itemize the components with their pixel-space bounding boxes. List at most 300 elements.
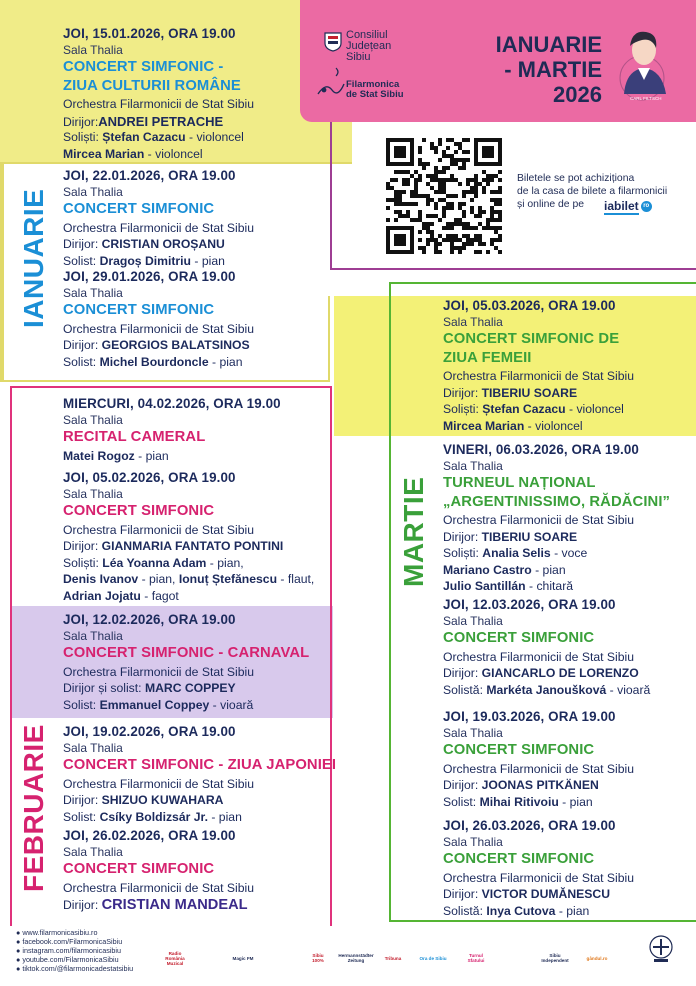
qr-module xyxy=(462,246,466,250)
detail-label: Solist: xyxy=(63,253,100,268)
qr-module xyxy=(454,162,458,166)
qr-module xyxy=(482,178,486,182)
qr-module xyxy=(434,174,438,178)
qr-module xyxy=(438,178,442,182)
qr-module xyxy=(426,230,430,234)
qr-module xyxy=(446,222,450,226)
qr-module xyxy=(410,190,414,194)
qr-module xyxy=(458,222,462,226)
qr-module xyxy=(490,242,494,246)
qr-module xyxy=(410,202,414,206)
iabilet-badge: ro xyxy=(641,201,652,212)
qr-module xyxy=(438,242,442,246)
partner-logo: Magic FM xyxy=(228,950,258,966)
qr-module xyxy=(462,242,466,246)
qr-module xyxy=(430,234,434,238)
qr-module xyxy=(490,174,494,178)
season-title-line: - MARTIE xyxy=(504,57,602,82)
detail-text: - violoncel xyxy=(524,418,583,433)
qr-module xyxy=(434,146,438,150)
qr-module xyxy=(494,202,498,206)
qr-module xyxy=(422,138,426,142)
qr-module xyxy=(482,242,486,246)
detail-label: Solist: xyxy=(443,794,480,809)
qr-module xyxy=(462,166,466,170)
qr-module xyxy=(398,194,402,198)
detail-label: Soliști: xyxy=(443,546,483,560)
detail-text: Orchestra Filarmonicii de Stat Sibiu xyxy=(443,761,635,776)
qr-module xyxy=(406,202,410,206)
qr-module xyxy=(478,234,482,238)
qr-module xyxy=(442,198,446,202)
qr-module xyxy=(430,222,434,226)
partner-logo: Sibiu Independent xyxy=(540,950,570,966)
qr-module xyxy=(486,178,490,182)
qr-module xyxy=(394,198,398,202)
qr-module xyxy=(482,170,486,174)
detail-text: Orchestra Filarmonicii de Stat Sibiu xyxy=(443,649,635,664)
qr-module xyxy=(466,158,470,162)
detail-text: - pian xyxy=(134,448,169,463)
qr-module xyxy=(470,226,474,230)
qr-module xyxy=(442,178,446,182)
qr-module xyxy=(414,178,418,182)
qr-module xyxy=(442,210,446,214)
qr-module xyxy=(434,202,438,206)
qr-module xyxy=(490,226,494,230)
event-detail-line xyxy=(63,777,254,791)
performer-name: Julio Santillán xyxy=(443,579,526,593)
performer-name: SHIZUO KUWAHARA xyxy=(101,793,224,807)
qr-module xyxy=(426,238,430,242)
philharmonic-logo-icon xyxy=(316,62,346,102)
qr-module xyxy=(486,222,490,226)
qr-module xyxy=(474,226,478,230)
qr-module xyxy=(462,158,466,162)
detail-label: Dirijor: xyxy=(443,666,482,680)
qr-module xyxy=(430,142,434,146)
qr-module xyxy=(458,182,462,186)
qr-module xyxy=(414,190,418,194)
qr-module xyxy=(390,186,394,190)
detail-label: Dirijor: xyxy=(63,539,102,553)
qr-module xyxy=(398,198,402,202)
qr-module xyxy=(406,210,410,214)
qr-module xyxy=(446,238,450,242)
qr-module xyxy=(490,214,494,218)
qr-module xyxy=(454,222,458,226)
event-detail-line xyxy=(63,449,169,463)
event-detail-line xyxy=(443,871,634,885)
qr-module xyxy=(450,226,454,230)
qr-module xyxy=(462,202,466,206)
february-frame-line xyxy=(330,386,332,926)
qr-module xyxy=(458,158,462,162)
january-frame-line xyxy=(0,380,330,382)
qr-module xyxy=(478,206,482,210)
qr-module xyxy=(438,170,442,174)
event-detail-line xyxy=(63,114,223,129)
qr-module xyxy=(426,242,430,246)
detail-label: Dirijor: xyxy=(443,385,482,400)
qr-module xyxy=(458,218,462,222)
qr-module xyxy=(466,222,470,226)
performer-name: Léa Yoanna Adam xyxy=(102,555,207,570)
performer-name: Ștefan Cazacu xyxy=(102,130,186,144)
qr-module xyxy=(494,190,498,194)
event-title: CONCERT SIMFONIC - CARNAVAL xyxy=(63,645,310,661)
qr-module xyxy=(394,202,398,206)
qr-module xyxy=(434,178,438,182)
event-title: CONCERT SIMFONIC - xyxy=(63,59,224,75)
event-detail-line xyxy=(63,665,254,679)
event-detail-line xyxy=(63,589,179,603)
qr-module xyxy=(414,202,418,206)
event-venue: Sala Thalia xyxy=(63,286,123,300)
qr-module xyxy=(414,182,418,186)
qr-module xyxy=(386,218,390,222)
qr-module xyxy=(398,202,402,206)
event-venue: Sala Thalia xyxy=(63,413,123,427)
qr-module xyxy=(434,170,438,174)
march-frame-line xyxy=(389,282,696,284)
qr-module xyxy=(434,166,438,170)
event-detail-line xyxy=(63,881,254,895)
detail-label: Solist: xyxy=(63,697,100,712)
event-detail-line xyxy=(63,322,254,336)
qr-module xyxy=(398,210,402,214)
qr-module xyxy=(474,234,478,238)
social-link-tiktok[interactable]: ● tiktok.com/@filarmonicadestatsibiu xyxy=(16,964,134,973)
qr-module xyxy=(418,158,422,162)
qr-module xyxy=(446,234,450,238)
qr-module xyxy=(402,202,406,206)
qr-module xyxy=(450,206,454,210)
qr-module xyxy=(426,226,430,230)
qr-module xyxy=(454,234,458,238)
month-label-february: FEBRUARIE xyxy=(18,724,49,892)
season-title xyxy=(460,32,602,107)
detail-text: Orchestra Filarmonicii de Stat Sibiu xyxy=(443,369,635,383)
qr-module xyxy=(390,198,394,202)
event-date: JOI, 19.02.2026, ORA 19.00 xyxy=(63,724,236,739)
qr-module xyxy=(494,246,498,250)
qr-module xyxy=(454,142,458,146)
qr-module xyxy=(394,178,398,182)
qr-module xyxy=(474,250,478,254)
qr-module xyxy=(418,178,422,182)
qr-module xyxy=(418,238,422,242)
detail-label: Dirijor: xyxy=(63,114,99,129)
qr-module xyxy=(498,186,502,190)
qr-module xyxy=(434,214,438,218)
event-detail-line xyxy=(63,793,223,807)
qr-frame-line xyxy=(330,268,696,270)
event-venue: Sala Thalia xyxy=(63,845,123,859)
social-link-instagram[interactable]: ● instagram.com/filarmonicasibiu xyxy=(16,946,122,955)
qr-module xyxy=(458,238,462,242)
qr-module xyxy=(450,158,454,162)
social-link-website[interactable]: ● www.filarmonicasibiu.ro xyxy=(16,928,98,937)
qr-module xyxy=(462,194,466,198)
qr-module xyxy=(498,202,502,206)
qr-module xyxy=(458,166,462,170)
tickets-info-line: de la casa de bilete a filarmonicii xyxy=(517,186,668,197)
month-label-march: MARTIE xyxy=(398,476,429,587)
qr-module xyxy=(422,222,426,226)
performer-name: Ștefan Cazacu xyxy=(482,402,566,416)
detail-text: - violoncel xyxy=(565,402,624,416)
performer-name: CRISTIAN OROȘANU xyxy=(101,237,225,251)
qr-module xyxy=(450,174,454,178)
qr-module xyxy=(430,174,434,178)
detail-text: - pian xyxy=(207,809,242,824)
qr-module xyxy=(434,238,438,242)
iabilet-link[interactable] xyxy=(604,199,652,213)
qr-module xyxy=(438,182,442,186)
detail-label: Soliști: xyxy=(63,555,103,570)
performer-name: GIANCARLO DE LORENZO xyxy=(481,666,639,680)
qr-module xyxy=(438,218,442,222)
qr-module xyxy=(442,182,446,186)
event-date: JOI, 26.02.2026, ORA 19.00 xyxy=(63,828,236,843)
performer-name: JOONAS PITKÄNEN xyxy=(481,778,599,792)
detail-text: - vioară xyxy=(209,697,254,712)
event-title: ZIUA CULTURII ROMÂNE xyxy=(63,77,241,94)
qr-module xyxy=(486,174,490,178)
qr-module xyxy=(402,178,406,182)
detail-label: Dirijor: xyxy=(63,898,102,912)
detail-text: - violoncel xyxy=(185,130,244,144)
qr-module xyxy=(430,238,434,242)
qr-module xyxy=(474,194,478,198)
qr-module xyxy=(454,150,458,154)
detail-text: Orchestra Filarmonicii de Stat Sibiu xyxy=(63,776,255,791)
qr-module xyxy=(466,242,470,246)
qr-module xyxy=(470,198,474,202)
qr-module xyxy=(422,250,426,254)
qr-module xyxy=(414,218,418,222)
february-frame-line xyxy=(10,386,12,926)
qr-module xyxy=(462,210,466,214)
event-date: MIERCURI, 04.02.2026, ORA 19.00 xyxy=(63,396,281,411)
performer-name: CRISTIAN MANDEAL xyxy=(101,897,248,913)
performer-name: GIANMARIA FANTATO PONTINI xyxy=(101,539,284,553)
detail-text: - pian xyxy=(558,794,593,809)
council-name: Consiliul Județean Sibiu xyxy=(346,29,392,63)
qr-module xyxy=(442,154,446,158)
qr-module xyxy=(454,246,458,250)
qr-module xyxy=(398,170,402,174)
qr-module xyxy=(454,178,458,182)
social-link-facebook[interactable]: ● facebook.com/FilarmonicaSibiu xyxy=(16,937,123,946)
tickets-info-line: și online de pe xyxy=(517,199,585,210)
qr-module xyxy=(434,206,438,210)
event-title: CONCERT SIMFONIC xyxy=(443,851,595,867)
qr-module xyxy=(418,246,422,250)
event-date: JOI, 22.01.2026, ORA 19.00 xyxy=(63,168,236,183)
qr-module xyxy=(478,222,482,226)
qr-module xyxy=(470,238,474,242)
partner-logo: gândul.ro xyxy=(582,950,612,966)
qr-module xyxy=(470,178,474,182)
qr-module xyxy=(406,182,410,186)
event-venue: Sala Thalia xyxy=(443,459,503,473)
detail-label: Solistă: xyxy=(443,682,487,697)
event-venue: Sala Thalia xyxy=(63,487,123,501)
performer-name: Inya Cutova xyxy=(486,903,556,918)
qr-module xyxy=(418,210,422,214)
qr-module xyxy=(498,226,502,230)
event-detail-line xyxy=(443,419,583,433)
qr-module xyxy=(450,246,454,250)
qr-module xyxy=(450,242,454,246)
event-date: JOI, 05.02.2026, ORA 19.00 xyxy=(63,470,236,485)
qr-module xyxy=(450,250,454,254)
qr-module xyxy=(442,226,446,230)
qr-module xyxy=(442,190,446,194)
january-frame-line xyxy=(0,162,4,382)
qr-module xyxy=(470,186,474,190)
performer-name: Mircea Marian xyxy=(443,418,525,433)
detail-text: - pian, xyxy=(206,555,244,570)
season-title-line: IANUARIE xyxy=(495,32,602,57)
qr-module xyxy=(386,186,390,190)
detail-text: Orchestra Filarmonicii de Stat Sibiu xyxy=(443,870,635,885)
qr-module xyxy=(462,150,466,154)
partner-logo: Hermannstädter Zeitung xyxy=(340,950,372,966)
qr-module xyxy=(486,250,490,254)
qr-module xyxy=(474,214,478,218)
detail-text: - violoncel xyxy=(144,146,203,161)
qr-module xyxy=(450,194,454,198)
qr-module xyxy=(466,238,470,242)
event-venue: Sala Thalia xyxy=(443,614,503,628)
event-title: CONCERT SIMFONIC xyxy=(443,630,595,646)
qr-module xyxy=(498,250,502,254)
event-title: CONCERT SIMFONIC xyxy=(443,742,595,758)
detail-label: Solist: xyxy=(63,354,100,369)
qr-module xyxy=(490,218,494,222)
event-venue: Sala Thalia xyxy=(63,43,123,57)
social-link-youtube[interactable]: ● youtube.com/FilarmonicaSibiu xyxy=(16,955,119,964)
march-frame-line xyxy=(389,282,391,922)
qr-module xyxy=(470,206,474,210)
qr-module xyxy=(422,166,426,170)
qr-module xyxy=(474,178,478,182)
qr-module xyxy=(466,182,470,186)
event-detail-line xyxy=(443,778,599,792)
performer-name: Markéta Janoušková xyxy=(486,682,607,697)
qr-module xyxy=(418,214,422,218)
partner-logo: Sibiu 100% xyxy=(306,950,330,966)
qr-module xyxy=(478,214,482,218)
qr-module xyxy=(450,162,454,166)
qr-module xyxy=(438,190,442,194)
qr-module xyxy=(458,250,462,254)
qr-module xyxy=(418,230,422,234)
qr-module xyxy=(458,146,462,150)
qr-module xyxy=(398,214,402,218)
detail-label: Dirijor: xyxy=(63,338,102,352)
event-detail-line xyxy=(443,683,650,697)
event-date: JOI, 15.01.2026, ORA 19.00 xyxy=(63,26,236,41)
qr-module xyxy=(414,170,418,174)
qr-module xyxy=(462,234,466,238)
qr-module xyxy=(438,138,442,142)
qr-module xyxy=(442,206,446,210)
detail-text: - pian xyxy=(531,562,566,577)
qr-module xyxy=(450,238,454,242)
event-detail-line xyxy=(443,904,589,918)
qr-module xyxy=(386,198,390,202)
qr-module xyxy=(490,198,494,202)
qr-module xyxy=(470,242,474,246)
event-title: TURNEUL NAȚIONAL xyxy=(443,475,596,491)
qr-module xyxy=(426,162,430,166)
qr-module xyxy=(394,146,406,158)
event-title: CONCERT SIMFONIC xyxy=(63,861,215,877)
event-venue: Sala Thalia xyxy=(63,629,123,643)
event-detail-line xyxy=(63,698,253,712)
council-crest-icon xyxy=(324,32,342,52)
qr-module xyxy=(426,198,430,202)
qr-module xyxy=(446,138,450,142)
qr-module xyxy=(410,194,414,198)
qr-module xyxy=(446,206,450,210)
event-title: CONCERT SIMFONIC xyxy=(63,302,215,318)
tickets-qr-code[interactable] xyxy=(386,138,502,254)
event-date: JOI, 19.03.2026, ORA 19.00 xyxy=(443,709,616,724)
qr-module xyxy=(450,138,454,142)
qr-module xyxy=(426,194,430,198)
performer-name: Adrian Jojatu xyxy=(63,588,141,603)
event-date: JOI, 12.02.2026, ORA 19.00 xyxy=(63,612,236,627)
detail-label: Solist: xyxy=(63,809,100,824)
performer-name: ANDREI PETRACHE xyxy=(98,113,224,129)
qr-module xyxy=(442,170,446,174)
performer-name: Analia Selis xyxy=(482,546,551,560)
qr-module xyxy=(402,190,406,194)
event-detail-line xyxy=(63,355,242,369)
qr-module xyxy=(434,150,438,154)
qr-module xyxy=(490,190,494,194)
qr-module xyxy=(402,182,406,186)
qr-module xyxy=(454,158,458,162)
january-frame-line xyxy=(328,296,330,382)
detail-label: Dirijor: xyxy=(63,237,102,251)
qr-module xyxy=(458,246,462,250)
qr-module xyxy=(418,150,422,154)
event-detail-line xyxy=(63,221,254,235)
qr-module xyxy=(426,202,430,206)
qr-module xyxy=(482,146,494,158)
qr-module xyxy=(410,174,414,178)
qr-module xyxy=(474,238,478,242)
detail-text: Orchestra Filarmonicii de Stat Sibiu xyxy=(443,513,635,527)
qr-module xyxy=(426,222,430,226)
qr-module xyxy=(474,186,478,190)
qr-module xyxy=(422,162,426,166)
qr-module xyxy=(446,226,450,230)
qr-module xyxy=(450,202,454,206)
performer-name: Mircea Marian xyxy=(63,146,145,161)
qr-module xyxy=(438,186,442,190)
qr-module xyxy=(434,242,438,246)
event-title: „ARGENTINISSIMO, RĂDĂCINI” xyxy=(443,493,671,510)
philharmonic-name: Filarmonica de Stat Sibiu xyxy=(346,79,404,100)
detail-text: - chitară xyxy=(525,579,574,593)
